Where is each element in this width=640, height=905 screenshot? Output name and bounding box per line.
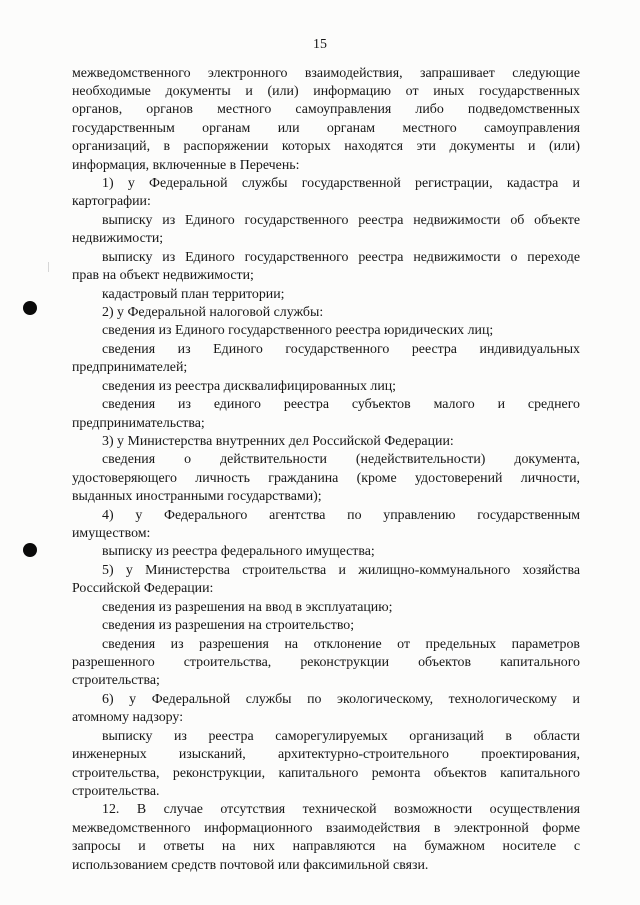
text-line: необходимые документы и (или) информацию от иных государственных <box>72 83 580 99</box>
text-line: государственным органам или органам местного самоуправления <box>72 120 580 136</box>
text-line: строительства. <box>72 783 160 799</box>
text-line: картографии: <box>72 194 151 210</box>
text-line: межведомственного информационного взаимодействия в электронной форме <box>72 820 580 836</box>
page-number: 15 <box>313 37 327 52</box>
text-line: использованием средств почтовой или факсимильной связи. <box>72 857 429 873</box>
text-line: межведомственного электронного взаимодействия, запрашивает следующие <box>72 65 580 81</box>
text-line: предпринимателей; <box>72 360 188 376</box>
text-line: инженерных изысканий, архитектурно-строительного проектирования, <box>72 747 580 762</box>
text-line: выписку из реестра федерального имущества; <box>102 544 375 560</box>
text-line: сведения из единого реестра субъектов малого и среднего <box>102 397 580 413</box>
text-line: прав на объект недвижимости; <box>72 268 254 284</box>
text-line: организаций, в распоряжении которых находятся эти документы и (или) <box>72 139 580 155</box>
text-line: сведения из разрешения на строительство; <box>102 618 355 634</box>
text-line: 5) у Министерства строительства и жилищно-коммунального хозяйства <box>102 562 580 578</box>
text-line: сведения из разрешения на ввод в эксплуатацию; <box>102 599 393 615</box>
text-line: атомному надзору: <box>72 710 184 726</box>
text-line: 4) у Федерального агентства по управлению государственным <box>102 507 580 523</box>
text-line: выписку из Единого государственного реестра недвижимости о переходе <box>102 249 580 265</box>
text-line: 1) у Федеральной службы государственной регистрации, кадастра и <box>102 176 580 191</box>
text-line: Российской Федерации: <box>72 581 214 597</box>
text-line: кадастровый план территории; <box>102 286 285 302</box>
text-line: сведения из разрешения на отклонение от предельных параметров <box>102 636 580 652</box>
text-line: сведения о действительности (недействительности) документа, <box>102 452 580 468</box>
text-line: сведения из Единого государственного реестра юридических лиц; <box>102 323 494 339</box>
text-line: удостоверяющего личность гражданина (кроме удостоверений личности, <box>72 470 580 486</box>
text-line: выписку из реестра саморегулируемых организаций в области <box>102 728 580 744</box>
text-line: органов, органов местного самоуправления либо подведомственных <box>72 102 580 118</box>
margin-mark <box>48 262 49 272</box>
text-line: предпринимательства; <box>72 415 205 431</box>
text-line: 3) у Министерства внутренних дел Российской Федерации: <box>102 433 454 449</box>
text-line: информация, включенные в Перечень: <box>72 157 300 173</box>
text-line: выданных иностранными государствами); <box>72 489 322 505</box>
text-line: недвижимости; <box>72 231 164 247</box>
punch-hole-bottom <box>23 543 37 557</box>
text-line: сведения из реестра дисквалифицированных лиц; <box>102 378 397 394</box>
text-line: строительства, реконструкции, капитального ремонта объектов капитального <box>72 765 580 781</box>
text-line: выписку из Единого государственного реестра недвижимости об объекте <box>102 212 580 228</box>
text-line: 2) у Федеральной налоговой службы: <box>102 305 324 320</box>
punch-hole-top <box>23 301 37 315</box>
text-line: 6) у Федеральной службы по экологическому, технологическому и <box>102 691 580 707</box>
text-line: разрешенного строительства, реконструкции объектов капитального <box>72 654 580 670</box>
text-line: строительства; <box>72 673 160 689</box>
text-line: запросы и ответы на них направляются на бумажном носителе с <box>72 839 580 855</box>
text-line: 12. В случае отсутствия технической возможности осуществления <box>102 802 580 818</box>
text-line: имуществом: <box>72 526 151 541</box>
text-line: сведения из Единого государственного реестра индивидуальных <box>102 341 580 357</box>
